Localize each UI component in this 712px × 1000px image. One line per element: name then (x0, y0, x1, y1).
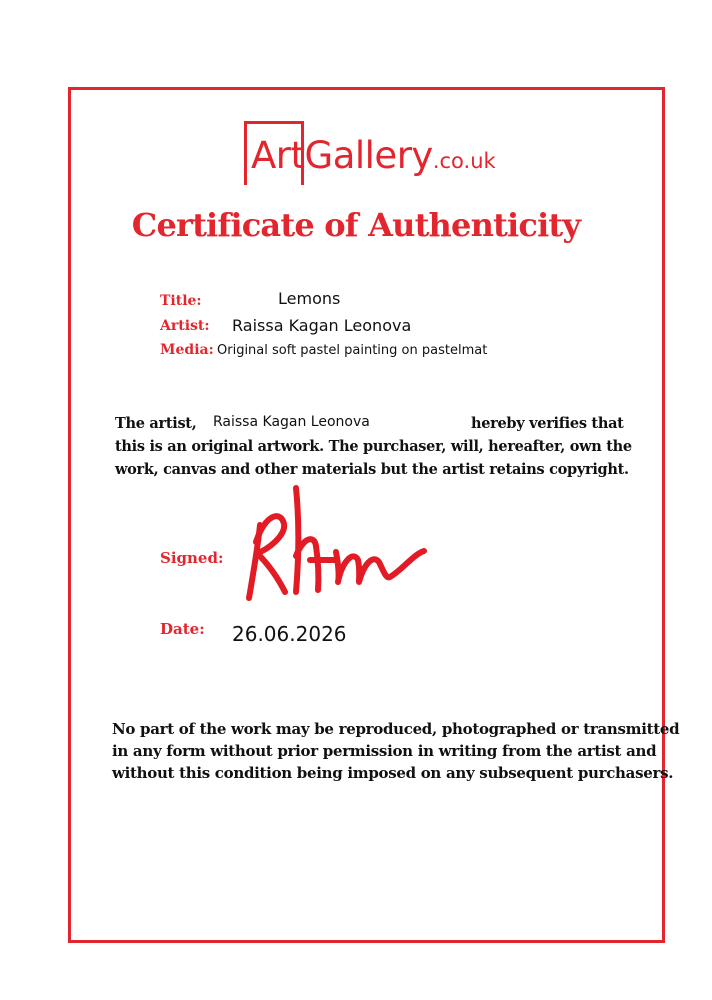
notice-line-1: No part of the work may be reproduced, photographed or transmitted (112, 720, 680, 738)
notice-line-2: in any form without prior permission in writing from the artist and (112, 742, 657, 760)
title-label: Title: (160, 293, 202, 309)
media-label: Media: (160, 342, 214, 358)
verification-suffix: hereby verifies that (471, 415, 624, 432)
notice-line-3: without this condition being imposed on any subsequent purchasers. (112, 764, 674, 782)
logo-suffix: .co.uk (432, 149, 496, 173)
logo-text (251, 134, 496, 177)
signed-label: Signed: (160, 549, 224, 567)
date-label: Date: (160, 620, 205, 638)
date-value: 26.06.2026 (232, 622, 347, 646)
signature-image (238, 480, 438, 610)
media-value: Original soft pastel painting on pastelmat (217, 343, 488, 358)
verification-line-2: this is an original artwork. The purchaser, will, hereafter, own the (115, 438, 632, 455)
art-gallery-logo (244, 121, 534, 191)
title-value: Lemons (278, 289, 341, 308)
artist-label: Artist: (160, 318, 210, 334)
verification-prefix: The artist, (115, 415, 197, 432)
certificate-heading: Certificate of Authenticity (131, 206, 581, 244)
verification-line-3: work, canvas and other materials but the artist retains copyright. (115, 461, 629, 478)
logo-brand: ArtGallery (251, 134, 433, 177)
verification-artist-name: Raissa Kagan Leonova (213, 414, 370, 430)
artist-value: Raissa Kagan Leonova (232, 316, 412, 335)
